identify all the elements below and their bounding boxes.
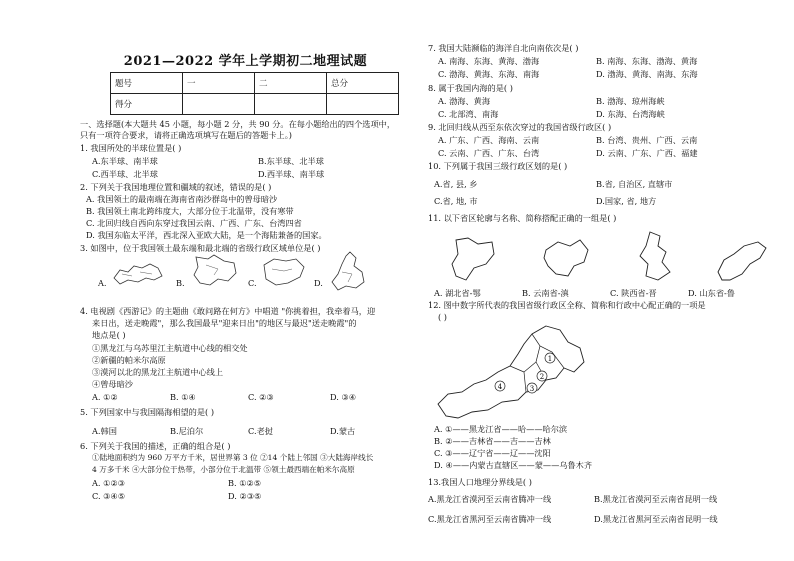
option[interactable]: A. ①② <box>92 392 118 402</box>
option[interactable]: C. 陕西省-晋 <box>610 288 657 298</box>
option[interactable]: B. 云南省-滇 <box>522 288 569 298</box>
option[interactable]: C.西半球、北半球 <box>92 169 158 179</box>
province-outline-hubei <box>448 234 498 284</box>
province-outline-shaanxi <box>634 230 676 282</box>
option[interactable]: A. 湖北省-鄂 <box>434 288 481 298</box>
question-9: 9. 北回归线从西至东依次穿过的我国省级行政区( ) <box>428 122 612 132</box>
question-1: 1. 我国所处的半球位置是( ) <box>80 143 182 153</box>
option[interactable]: C.省, 地, 市 <box>434 196 478 206</box>
option[interactable]: D.国家, 省, 地方 <box>596 196 657 206</box>
table-cell <box>183 94 255 115</box>
question-3: 3. 如图中，位于我国领土最东端和最北端的省级行政区域单位是( ) <box>80 243 321 253</box>
option[interactable]: C. ②③ <box>248 392 274 402</box>
option[interactable]: A.省, 县, 乡 <box>434 179 478 189</box>
option[interactable]: B.省, 自治区, 直辖市 <box>596 179 673 189</box>
option[interactable]: B. 台湾、贵州、广西、云南 <box>596 135 698 145</box>
question-7: 7. 我国大陆濒临的海洋自北向南依次是( ) <box>428 43 579 53</box>
option[interactable]: C. ③——辽宁省——辽——沈阳 <box>434 448 551 458</box>
list-item: ④曾母暗沙 <box>92 379 133 389</box>
option[interactable]: A. ①②③ <box>92 478 126 488</box>
left-column <box>78 0 413 561</box>
question-4-cont: 来日出，送走晚霞"，那么我国最早"迎来日出"的地区与最迟"送走晚霞"的 <box>92 318 357 328</box>
question-10: 10. 下列属于我国三级行政区划的是( ) <box>428 161 568 171</box>
question-6-line-2: 4 万多千米 ④大部分位于热带，小部分位于北温带 ⑤领土最西端在帕米尔高原 <box>92 465 355 474</box>
option[interactable]: B.尼泊尔 <box>170 426 204 436</box>
option[interactable]: A.韩国 <box>92 426 117 436</box>
question-4: 4. 电视剧《西游记》的主题曲《敢问路在何方》中唱道 "你挑着担，我牵着马，迎 <box>80 306 376 316</box>
list-item: ②新疆的帕米尔高原 <box>92 355 166 365</box>
option[interactable]: D. 云南、广东、广西、福建 <box>596 148 698 158</box>
question-12-cont: ( ) <box>438 312 447 322</box>
option[interactable]: D. 山东省-鲁 <box>688 288 735 298</box>
list-item: ①黑龙江与乌苏里江主航道中心线的相交处 <box>92 343 248 353</box>
option[interactable]: C. 北部湾、南海 <box>438 109 499 119</box>
option[interactable]: A.黑龙江省漠河至云南省腾冲一线 <box>428 494 552 504</box>
option[interactable]: C. ③④⑤ <box>92 491 126 501</box>
right-column <box>428 0 773 561</box>
option[interactable]: A. ①——黑龙江省——哈——哈尔滨 <box>434 424 568 434</box>
table-row <box>111 73 399 94</box>
province-outline-c <box>258 255 308 289</box>
option[interactable]: A. 南海、东海、黄海、渤海 <box>438 56 540 66</box>
province-outline-shandong <box>714 238 768 284</box>
option[interactable]: A. 广东、广西、海南、云南 <box>438 135 540 145</box>
option[interactable]: C.黑龙江省黑河至云南省腾冲一线 <box>428 514 552 524</box>
option[interactable]: B. ①②⑤ <box>228 478 262 488</box>
map-label-4: 4 <box>497 383 503 391</box>
question-5: 5. 下列国家中与我国隔海相望的是( ) <box>80 407 215 417</box>
option[interactable]: D. ④——内蒙古直辖区——蒙——乌鲁木齐 <box>434 460 593 470</box>
option[interactable]: D. 东海、台湾海峡 <box>596 109 665 119</box>
question-12: 12. 图中数字所代表的我国省级行政区全称、简称和行政中心配正确的一项是 <box>428 300 706 310</box>
option[interactable]: B. ①④ <box>170 392 196 402</box>
table-cell: 题号 <box>111 73 183 94</box>
question-13: 13.我国人口地理分界线是( ) <box>428 477 532 487</box>
option[interactable]: D. ②③⑤ <box>228 491 262 501</box>
option[interactable]: B. 南海、东海、渤海、黄海 <box>596 56 698 66</box>
table-cell: 得分 <box>111 94 183 115</box>
page-title: 2021—2022 学年上学期初二地理试题 <box>123 54 368 69</box>
list-item: ③漠河以北的黑龙江主航道中心线上 <box>92 367 224 377</box>
table-cell <box>327 94 399 115</box>
option[interactable]: B. 渤海、琼州海峡 <box>596 96 665 106</box>
question-6-line-1: ①陆地面积约为 960 万平方千米，居世界第 3 位 ②14 个陆上邻国 ③大陆海岸线长 <box>92 453 374 462</box>
table-cell <box>255 94 327 115</box>
province-outline-a <box>112 258 164 288</box>
table-cell: 总分 <box>327 73 399 94</box>
score-table <box>110 72 399 115</box>
option[interactable]: D.黑龙江省黑河至云南省昆明一线 <box>594 514 718 524</box>
question-2: 2. 下列关于我国地理位置和疆域的叙述，错误的是( ) <box>80 182 272 192</box>
option[interactable]: B. ②——吉林省——吉——吉林 <box>434 436 551 446</box>
option[interactable]: D.蒙古 <box>330 426 356 436</box>
question-4-cont: 地点是( ) <box>92 330 126 340</box>
option[interactable]: A. 我国领土的最南端在海南省南沙群岛中的曾母暗沙 <box>86 194 278 204</box>
table-cell: 二 <box>255 73 327 94</box>
option[interactable]: B.黑龙江省漠河至云南省昆明一线 <box>594 494 718 504</box>
option[interactable]: D. ③④ <box>330 392 357 402</box>
map-label-3: 3 <box>529 385 535 393</box>
option[interactable]: D. 我国东临太平洋，西北深入亚欧大陆，是一个海陆兼备的国家。 <box>86 230 327 240</box>
option[interactable]: B. 我国领土南北跨纬度大，大部分位于北温带，没有寒带 <box>86 206 294 216</box>
northeast-china-map <box>428 322 588 422</box>
map-label-2: 2 <box>539 373 545 381</box>
question-8: 8. 属于我国内海的是( ) <box>428 83 513 93</box>
option[interactable]: D. <box>314 278 323 288</box>
option[interactable]: C. 云南、广西、广东、台湾 <box>438 148 540 158</box>
option[interactable]: B.东半球、北半球 <box>258 156 324 166</box>
option[interactable]: C.老挝 <box>248 426 273 436</box>
option[interactable]: A. <box>98 278 107 288</box>
province-outline-b <box>188 253 240 289</box>
table-cell: 一 <box>183 73 255 94</box>
section-heading: 一、选择题(本大题共 45 小题，每小题 2 分，共 90 分。在每小题给出的四个选项中， <box>80 119 396 129</box>
option[interactable]: C. 北回归线自西向东穿过我国云南、广西、广东、台湾四省 <box>86 218 302 228</box>
question-11: 11. 以下省区轮廓与名称、简称搭配正确的一组是( ) <box>428 213 617 223</box>
option[interactable]: A. 渤海、黄海 <box>438 96 491 106</box>
option[interactable]: A.东半球、南半球 <box>92 156 158 166</box>
province-outline-yunnan <box>540 238 592 280</box>
province-outline-d <box>328 250 370 292</box>
table-row <box>111 94 399 115</box>
section-heading-2: 只有一项符合要求，请将正确选项填写在题后的答题卡上。) <box>80 130 292 140</box>
option[interactable]: D.西半球、南半球 <box>258 169 325 179</box>
question-6: 6. 下列关于我国的描述，正确的组合是( ) <box>80 441 231 451</box>
option[interactable]: B. <box>176 278 185 288</box>
map-label-1: 1 <box>547 355 553 363</box>
option[interactable]: D. 渤海、黄海、南海、东海 <box>596 69 698 79</box>
option[interactable]: C. <box>248 278 257 288</box>
option[interactable]: C. 渤海、黄海、东海、南海 <box>438 69 540 79</box>
